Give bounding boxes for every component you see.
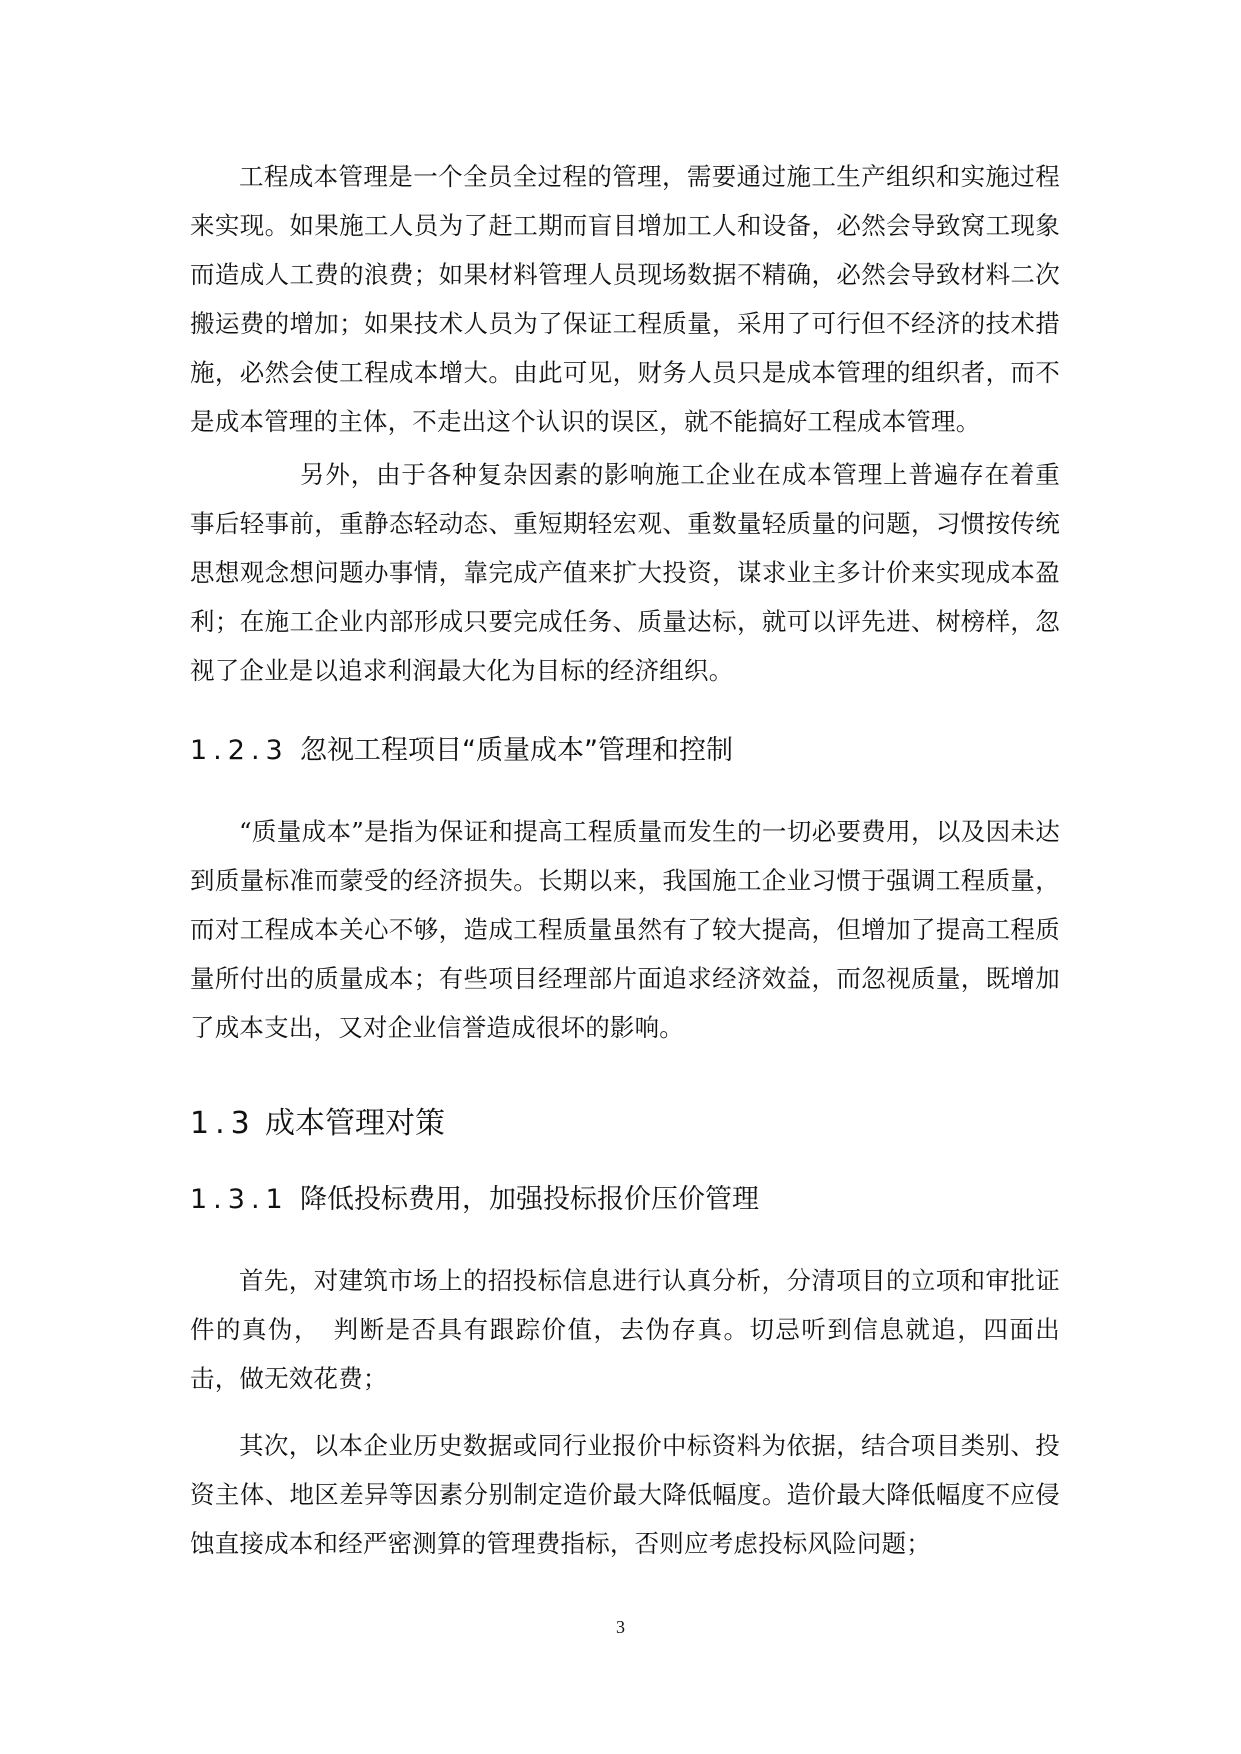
paragraph-cost-management-intro: 工程成本管理是一个全员全过程的管理，需要通过施工生产组织和实施过程来实现。如果施工人员为了赶工期而盲目增加工人和设备，必然会导致窝工现象而造成人工费的浪费；如果材料管理人员现场数据不精确，必然会导致材料二次搬运费的增加；如果技术人员为了保证工程质量，采用了可行但不经济的技术措施，必然会使工程成本增大。由此可见，财务人员只是成本管理的组织者，而不是成本管理的主体，不走出这个认识的误区，就不能搞好工程成本管理。: [190, 162, 1060, 436]
heading-1-2-3: [190, 731, 1060, 771]
page-body: [190, 152, 1060, 1568]
heading-number: 1.3.1: [190, 1184, 289, 1215]
paragraph-second-measure: 其次，以本企业历史数据或同行业报价中标资料为依据，结合项目类别、投资主体、地区差异等因素分别制定造价最大降低幅度。造价最大降低幅度不应侵蚀直接成本和经严密测算的管理费指标，否则应考虑投标风险问题；: [190, 1431, 1060, 1558]
heading-1-3: [190, 1102, 1060, 1146]
heading-1-3-1: [190, 1180, 1060, 1220]
paragraph-quality-cost: “质量成本”是指为保证和提高工程质量而发生的一切必要费用，以及因未达到质量标准而蒙受的经济损失。长期以来，我国施工企业习惯于强调工程质量，而对工程成本关心不够，造成工程质量虽然有了较大提高，但增加了提高工程质量所付出的质量成本；有些项目经理部片面追求经济效益，而忽视质量，既增加了成本支出，又对企业信誉造成很坏的影响。: [190, 817, 1060, 1042]
heading-title: 降低投标费用，加强投标报价压价管理: [300, 1184, 759, 1215]
page-number: 3: [616, 1617, 625, 1637]
paragraph-first-measure: 首先，对建筑市场上的招投标信息进行认真分析，分清项目的立项和审批证件的真伪， 判断是否具有跟踪价值，去伪存真。切忌听到信息就追，四面出击，做无效花费；: [190, 1266, 1060, 1393]
paragraph-cost-management-issues: 另外，由于各种复杂因素的影响施工企业在成本管理上普遍存在着重事后轻事前，重静态轻动态、重短期轻宏观、重数量轻质量的问题，习惯按传统思想观念想问题办事情，靠完成产值来扩大投资，谋求业主多计价来实现成本盈利；在施工企业内部形成只要完成任务、质量达标，就可以评先进、树榜样，忽视了企业是以追求利润最大化为目标的经济组织。: [190, 460, 1060, 685]
heading-number: 1.2.3: [190, 735, 289, 766]
heading-title: 成本管理对策: [265, 1106, 445, 1141]
heading-number: 1.3: [190, 1106, 256, 1141]
heading-title: 忽视工程项目“质量成本”管理和控制: [300, 735, 733, 766]
